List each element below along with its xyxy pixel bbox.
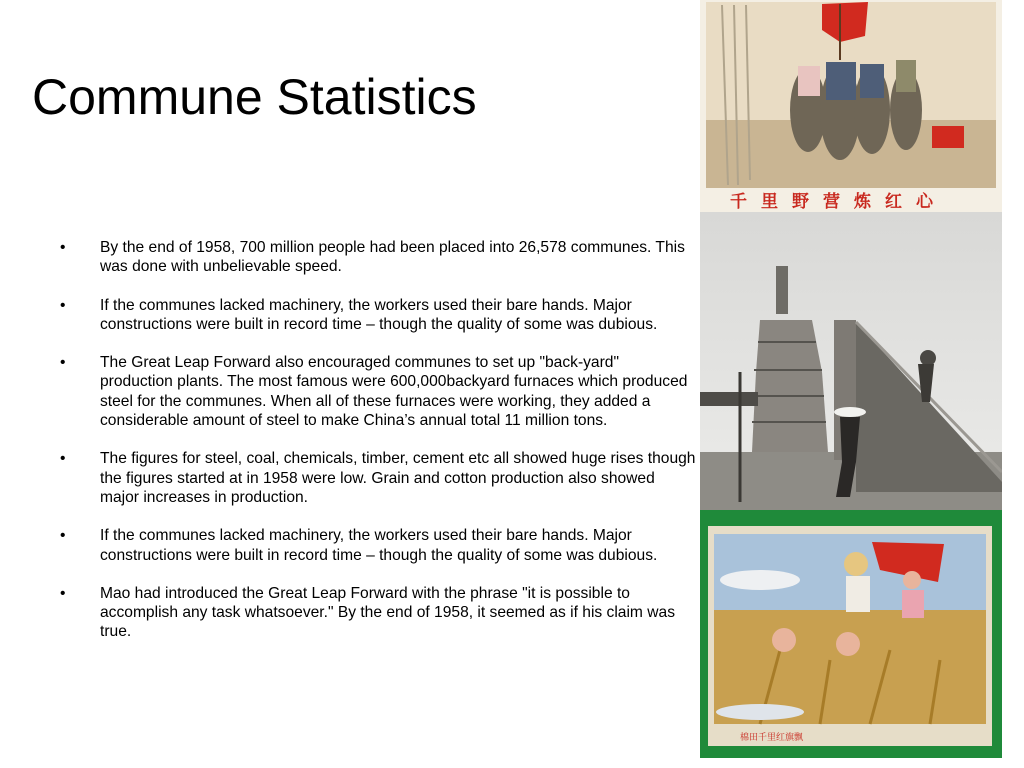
bullet-item xyxy=(56,584,696,642)
propaganda-poster-marching-workers xyxy=(700,0,1002,212)
photo-backyard-furnace xyxy=(700,212,1002,510)
bullet-icon: • xyxy=(60,354,66,372)
bullet-item xyxy=(56,238,696,277)
bullet-text: The figures for steel, coal, chemicals, timber, cement etc all showed huge rises though the figures started at in 1958 were low. Grain and cotton production also showed major increases in production. xyxy=(100,450,696,506)
bullet-icon: • xyxy=(60,584,66,602)
bullet-text: By the end of 1958, 700 million people had been placed into 26,578 communes. This was done with unbelievable speed. xyxy=(100,239,685,276)
bullet-text: If the communes lacked machinery, the workers used their bare hands. Major constructions were built in record time – though the quality of some was dubious. xyxy=(100,296,658,333)
bullet-icon: • xyxy=(60,450,66,468)
bullet-text: Mao had introduced the Great Leap Forward with the phrase "it is possible to accomplish any task whatsoever." By the end of 1958, it seemed as if his claim was true. xyxy=(100,584,675,641)
bullet-item xyxy=(56,296,696,335)
propaganda-poster-harvest xyxy=(700,510,1002,758)
poster-caption: 千里野营炼红心 xyxy=(730,192,947,212)
bullet-item xyxy=(56,526,696,565)
bullet-icon: • xyxy=(60,527,66,545)
bullet-item xyxy=(56,353,696,430)
bullet-item xyxy=(56,449,696,507)
bullet-text: The Great Leap Forward also encouraged communes to set up "back-yard" production plants. The most famous were 600,000backyard furnaces which produced steel for the communes. When all of these furnaces were working, they added a considerable amount of steel to make China’s annual total 11 million tons. xyxy=(100,354,688,430)
bullet-icon: • xyxy=(60,296,66,314)
slide-title: Commune Statistics xyxy=(32,69,477,125)
bullet-text: If the communes lacked machinery, the workers used their bare hands. Major constructions were built in record time – though the quality of some was dubious. xyxy=(100,527,658,564)
svg-text:棉田千里红旗飘: 棉田千里红旗飘 xyxy=(740,733,804,743)
bullet-list xyxy=(56,238,696,661)
image-column xyxy=(700,0,1002,768)
bullet-icon: • xyxy=(60,239,66,256)
